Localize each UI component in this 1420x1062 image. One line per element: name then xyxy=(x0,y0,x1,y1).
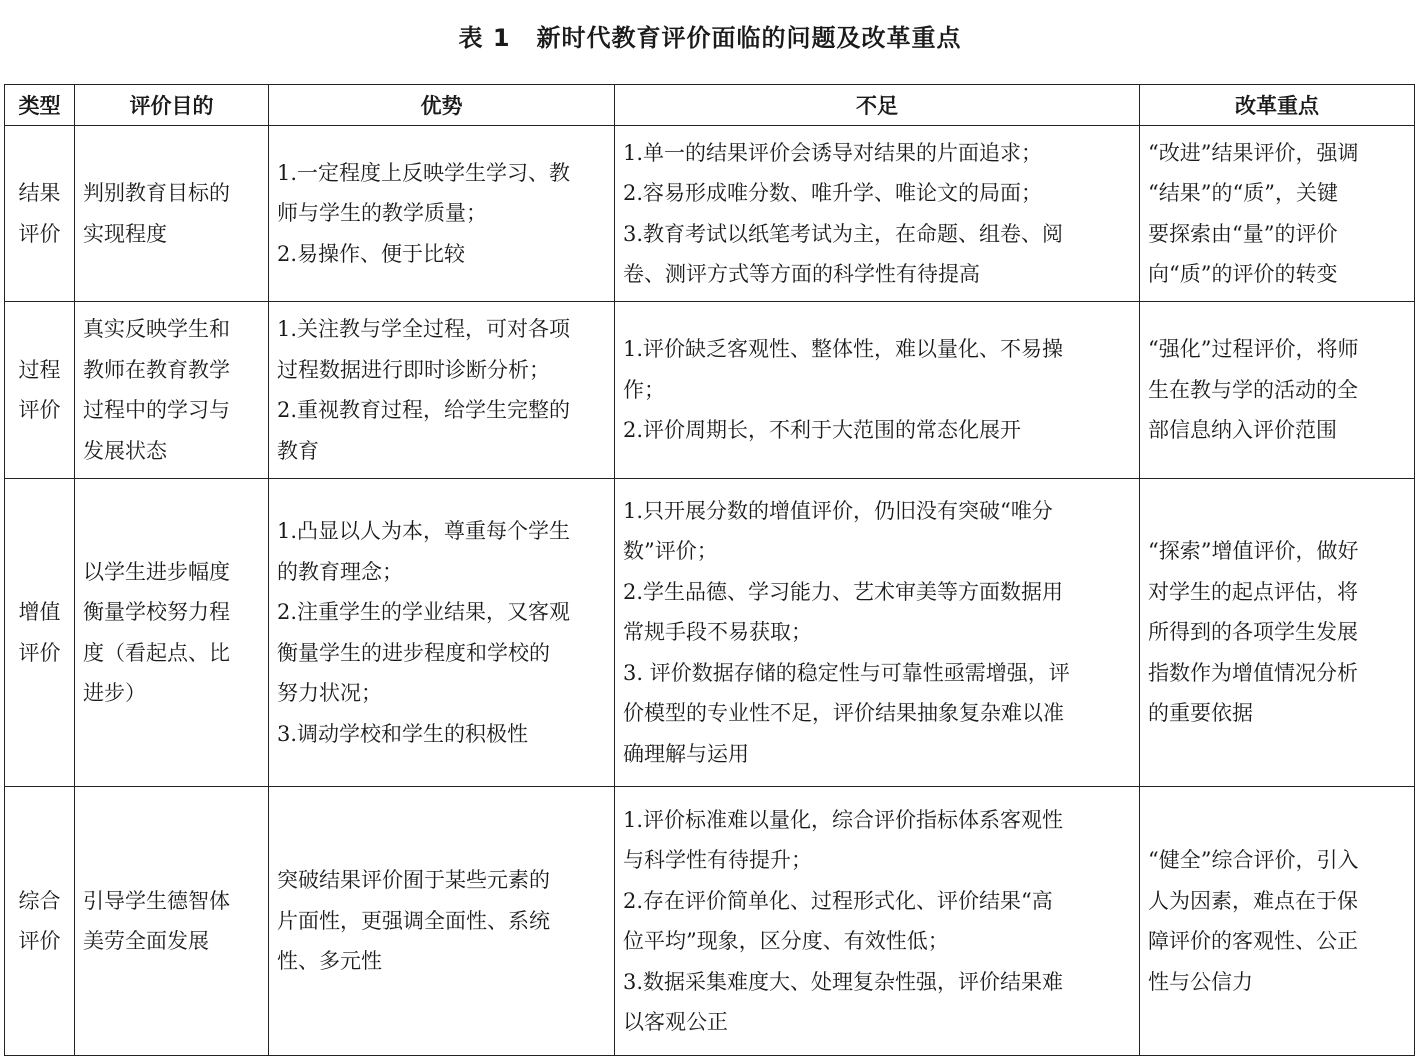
advantages-line: 努力状况； xyxy=(277,681,382,706)
reform-line: 障评价的客观性、公正 xyxy=(1148,929,1358,954)
header-row xyxy=(5,85,1415,126)
purpose-line: 教师在教育教学 xyxy=(83,357,230,382)
reform-line: 向“质”的评价的转变 xyxy=(1148,262,1338,287)
type-cell xyxy=(5,302,75,478)
reform-line: 生在教与学的活动的全 xyxy=(1148,377,1358,402)
shortcomings-line: 1.评价缺乏客观性、整体性，难以量化、不易操 xyxy=(623,337,1064,362)
shortcomings-line: 与科学性有待提升； xyxy=(623,848,812,873)
advantages-cell xyxy=(269,302,615,478)
type-line: 综合 xyxy=(18,888,61,913)
advantages-line: 性、多元性 xyxy=(277,949,382,974)
shortcomings-line: 3.教育考试以纸笔考试为主，在命题、组卷、阅 xyxy=(623,221,1064,246)
type-line: 增值 xyxy=(18,600,61,625)
shortcomings-line: 2.容易形成唯分数、唯升学、唯论文的局面； xyxy=(623,181,1043,206)
reform-line: 性与公信力 xyxy=(1148,969,1253,994)
reform-line: “结果”的“质”，关键 xyxy=(1148,181,1338,206)
type-cell xyxy=(5,478,75,787)
purpose-line: 进步） xyxy=(83,681,146,706)
purpose-line: 实现程度 xyxy=(83,221,167,246)
type-line: 评价 xyxy=(18,398,61,423)
purpose-line: 引导学生德智体 xyxy=(83,888,230,913)
reform-line: “健全”综合评价，引入 xyxy=(1148,848,1359,873)
purpose-cell xyxy=(75,478,269,787)
advantages-line: 3.调动学校和学生的积极性 xyxy=(277,721,529,746)
type-cell xyxy=(5,126,75,302)
advantages-line: 2.注重学生的学业结果，又客观 xyxy=(277,600,571,625)
header-shortcomings: 不足 xyxy=(615,85,1140,126)
purpose-line: 过程中的学习与 xyxy=(83,398,230,423)
purpose-line: 真实反映学生和 xyxy=(83,317,230,342)
type-line: 评价 xyxy=(18,640,61,665)
purpose-line: 以学生进步幅度 xyxy=(83,559,230,584)
reform-line: “改进”结果评价，强调 xyxy=(1148,140,1359,165)
reform-line: “探索”增值评价，做好 xyxy=(1148,539,1359,564)
advantages-line: 1.凸显以人为本，尊重每个学生 xyxy=(277,519,571,544)
shortcomings-cell xyxy=(615,787,1140,1056)
evaluation-table xyxy=(4,84,1415,1056)
type-line: 评价 xyxy=(18,929,61,954)
shortcomings-line: 2.存在评价简单化、过程形式化、评价结果“高 xyxy=(623,888,1053,913)
advantages-line: 1.一定程度上反映学生学习、教 xyxy=(277,160,571,185)
header-type: 类型 xyxy=(5,85,75,126)
reform-line: 要探索由“量”的评价 xyxy=(1148,221,1338,246)
reform-cell xyxy=(1140,478,1415,787)
shortcomings-line: 作； xyxy=(623,377,665,402)
table-caption xyxy=(0,18,1420,53)
advantages-line: 过程数据进行即时诊断分析； xyxy=(277,357,550,382)
type-line: 评价 xyxy=(18,221,61,246)
advantages-line: 片面性，更强调全面性、系统 xyxy=(277,908,550,933)
shortcomings-cell xyxy=(615,478,1140,787)
advantages-cell xyxy=(269,126,615,302)
shortcomings-line: 数”评价； xyxy=(623,539,718,564)
shortcomings-line: 以客观公正 xyxy=(623,1010,728,1035)
header-reform: 改革重点 xyxy=(1140,85,1415,126)
reform-cell xyxy=(1140,787,1415,1056)
advantages-line: 1.关注教与学全过程，可对各项 xyxy=(277,317,571,342)
shortcomings-line: 常规手段不易获取； xyxy=(623,620,812,645)
reform-line: 对学生的起点评估，将 xyxy=(1148,579,1358,604)
shortcomings-line: 1.评价标准难以量化，综合评价指标体系客观性 xyxy=(623,807,1064,832)
header-advantages: 优势 xyxy=(269,85,615,126)
shortcomings-line: 2.评价周期长，不利于大范围的常态化展开 xyxy=(623,418,1022,443)
purpose-cell xyxy=(75,126,269,302)
advantages-line: 突破结果评价囿于某些元素的 xyxy=(277,868,550,893)
purpose-cell xyxy=(75,787,269,1056)
type-line: 过程 xyxy=(18,357,61,382)
shortcomings-cell xyxy=(615,302,1140,478)
shortcomings-line: 确理解与运用 xyxy=(623,741,749,766)
shortcomings-cell xyxy=(615,126,1140,302)
shortcomings-line: 3. 评价数据存储的稳定性与可靠性亟需增强，评 xyxy=(623,660,1070,685)
shortcomings-line: 1.单一的结果评价会诱导对结果的片面追求； xyxy=(623,140,1043,165)
shortcomings-line: 1.只开展分数的增值评价，仍旧没有突破“唯分 xyxy=(623,498,1053,523)
advantages-cell xyxy=(269,478,615,787)
advantages-line: 教育 xyxy=(277,438,319,463)
shortcomings-line: 卷、测评方式等方面的科学性有待提高 xyxy=(623,262,980,287)
advantages-line: 2.重视教育过程，给学生完整的 xyxy=(277,398,571,423)
reform-cell xyxy=(1140,302,1415,478)
table-row xyxy=(5,478,1415,787)
advantages-line: 2.易操作、便于比较 xyxy=(277,241,466,266)
advantages-line: 的教育理念； xyxy=(277,559,403,584)
reform-line: 部信息纳入评价范围 xyxy=(1148,418,1337,443)
type-cell xyxy=(5,787,75,1056)
shortcomings-line: 位平均”现象，区分度、有效性低； xyxy=(623,929,949,954)
purpose-line: 发展状态 xyxy=(83,438,167,463)
table-row xyxy=(5,126,1415,302)
table-row xyxy=(5,787,1415,1056)
purpose-line: 度（看起点、比 xyxy=(83,640,230,665)
reform-line: “强化”过程评价，将师 xyxy=(1148,337,1359,362)
shortcomings-line: 2.学生品德、学习能力、艺术审美等方面数据用 xyxy=(623,579,1064,604)
advantages-line: 师与学生的教学质量； xyxy=(277,201,487,226)
table-number: 表 1 xyxy=(458,24,511,52)
purpose-line: 美劳全面发展 xyxy=(83,929,209,954)
header-purpose: 评价目的 xyxy=(75,85,269,126)
table-row xyxy=(5,302,1415,478)
table-title: 新时代教育评价面临的问题及改革重点 xyxy=(536,24,962,52)
reform-line: 人为因素，难点在于保 xyxy=(1148,888,1358,913)
shortcomings-line: 3.数据采集难度大、处理复杂性强，评价结果难 xyxy=(623,969,1064,994)
purpose-cell xyxy=(75,302,269,478)
advantages-cell xyxy=(269,787,615,1056)
reform-line: 指数作为增值情况分析 xyxy=(1148,660,1358,685)
reform-line: 所得到的各项学生发展 xyxy=(1148,620,1358,645)
reform-cell xyxy=(1140,126,1415,302)
reform-line: 的重要依据 xyxy=(1148,701,1253,726)
advantages-line: 衡量学生的进步程度和学校的 xyxy=(277,640,550,665)
type-line: 结果 xyxy=(18,181,61,206)
shortcomings-line: 价模型的专业性不足，评价结果抽象复杂难以准 xyxy=(623,701,1064,726)
purpose-line: 衡量学校努力程 xyxy=(83,600,230,625)
purpose-line: 判别教育目标的 xyxy=(83,181,230,206)
